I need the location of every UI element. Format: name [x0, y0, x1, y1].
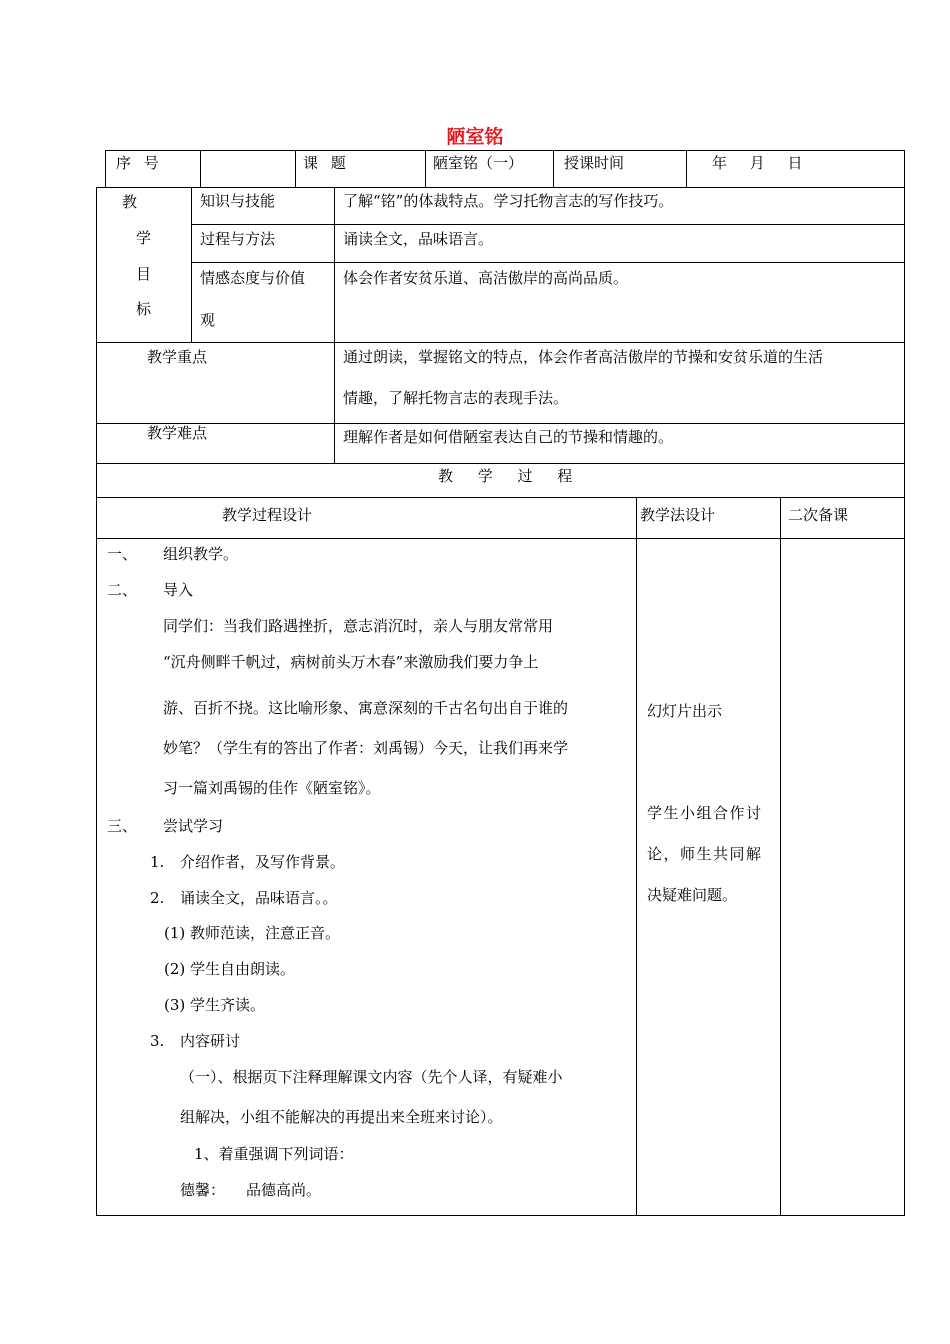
objective-category: 过程与方法 [200, 230, 276, 248]
topic-label: 课 题 [303, 154, 346, 172]
intro-line: “沉舟侧畔千帆过，病树前头万木春”来激励我们要力争上 [163, 653, 539, 671]
intro-line: 同学们：当我们路遇挫折，意志消沉时，亲人与朋友常常用 [163, 617, 554, 635]
method-group-line: 决疑难问题。 [647, 886, 738, 904]
page-title: 陋室铭 [446, 126, 504, 148]
difficulty-text: 理解作者是如何借陋室表达自己的节操和情趣的。 [343, 428, 674, 446]
time-label: 授课时间 [564, 154, 625, 172]
objective-content: 体会作者安贫乐道、高洁傲岸的高尚品质。 [343, 269, 629, 287]
substep-text: 诵读全文，品味语言。。 [180, 889, 338, 907]
step-text: 组织教学。 [163, 545, 239, 563]
key-point-label: 教学重点 [147, 348, 208, 366]
column-header: 二次备课 [788, 506, 849, 524]
discussion-line: 组解决，小组不能解决的再提出来全班来讨论）。 [180, 1108, 503, 1126]
intro-line: 习一篇刘禹锡的佳作《陋室铭》。 [163, 779, 381, 797]
step-text: 尝试学习 [163, 817, 224, 835]
intro-line: 妙笔？（学生有的答出了作者：刘禹锡）今天，让我们再来学 [163, 739, 569, 757]
step-number: 二、 [107, 581, 138, 599]
method-slide: 幻灯片出示 [647, 702, 723, 720]
reading-item: (1) 教师范读，注意正音。 [164, 924, 341, 942]
objective-category: 情感态度与价值 [200, 269, 306, 287]
discussion-line: （一）、根据页下注释理解课文内容（先个人译，有疑难小 [180, 1068, 563, 1086]
intro-line: 游、百折不挠。这比喻形象、寓意深刻的千古名句出自于谁的 [163, 699, 569, 717]
objective-category: 观 [200, 311, 216, 329]
objective-content: 诵读全文，品味语言。 [343, 230, 494, 248]
substep-number: 3. [150, 1032, 165, 1050]
objectives-label-char: 标 [136, 300, 152, 318]
substep-number: 2. [150, 889, 165, 907]
step-number: 三、 [107, 817, 138, 835]
substep-number: 1. [150, 853, 165, 871]
objectives-label-char: 教 [122, 193, 138, 211]
substep-text: 介绍作者，及写作背景。 [180, 853, 346, 871]
key-point-line: 情趣，了解托物言志的表现手法。 [343, 389, 569, 407]
date-placeholder: 年 月 日 [712, 154, 803, 172]
substep-text: 内容研讨 [180, 1032, 241, 1050]
method-group-line: 学生小组合作讨 [647, 804, 763, 822]
column-header: 教学过程设计 [222, 506, 313, 524]
topic-value: 陋室铭（一） [433, 154, 524, 172]
key-point-line: 通过朗读，掌握铭文的特点，体会作者高洁傲岸的节操和安贫乐道的生活 [343, 348, 824, 366]
step-text: 导入 [163, 581, 194, 599]
seq-label: 序 号 [116, 154, 159, 172]
objectives-label-char: 学 [136, 229, 152, 247]
reading-item: (3) 学生齐读。 [164, 996, 266, 1014]
vocab-heading: 1、着重强调下列词语： [194, 1145, 354, 1163]
column-header: 教学法设计 [640, 506, 716, 524]
objective-category: 知识与技能 [200, 192, 276, 210]
objectives-label-char: 目 [136, 265, 152, 283]
vocab-term: 德馨： [180, 1181, 226, 1199]
objective-content: 了解“铭”的体裁特点。学习托物言志的写作技巧。 [343, 192, 674, 210]
difficulty-label: 教学难点 [147, 424, 208, 442]
process-title: 教 学 过 程 [438, 467, 573, 485]
method-group-line: 论，师生共同解 [647, 845, 763, 863]
vocab-meaning: 品德高尚。 [246, 1181, 322, 1199]
step-number: 一、 [107, 545, 138, 563]
reading-item: (2) 学生自由朗读。 [164, 960, 296, 978]
